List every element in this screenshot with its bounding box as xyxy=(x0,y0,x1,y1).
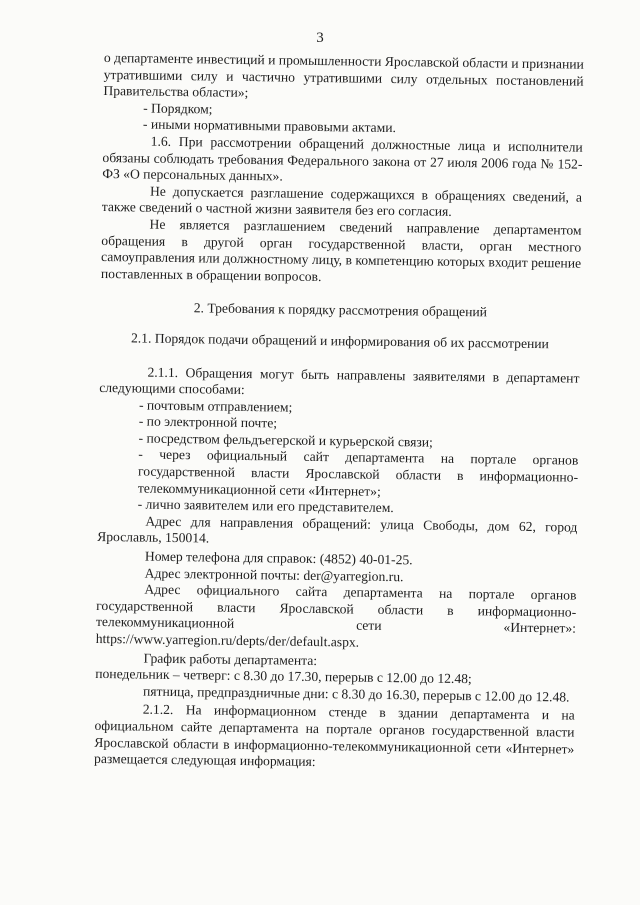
paragraph-address: Адрес для направления обращений: улица Свободы, дом 62, город Ярославль, 150014. xyxy=(97,513,578,546)
list-item-website: - через официальный сайт департамента на портале органов государственной власти Ярославской области в информационно-телекоммуникационной сети «Интернет»; xyxy=(137,446,579,499)
paragraph-continuation: о департаменте инвестиций и промышленности Ярославской области и признании утратившими силу и частично утратившими силу отдельных постановлений Правительства области»; xyxy=(103,50,584,101)
paragraph-email: Адрес электронной почты: der@yarregion.ru. xyxy=(144,565,404,584)
paragraph-schedule-title: График работы департамента: xyxy=(143,650,318,668)
list-item-email: - по электронной почте; xyxy=(138,413,278,431)
list-item-other-acts: - иными нормативными правовыми актами. xyxy=(142,116,397,136)
paragraph-1-6: 1.6. При рассмотрении обращений должностные лица и исполнители обязаны соблюдать требования Федерального закона от 27 июля 2006 года № 152-ФЗ «О персональных данных». xyxy=(102,133,583,184)
paragraph-website: Адрес официального сайта департамента на портале органов государственной власти Ярославской области в информационно-телекоммуникационной сети «Интернет»: https://www.yarregion.ru/depts/der/default.aspx. xyxy=(95,581,577,650)
list-item-post: - почтовым отправлением; xyxy=(138,397,293,415)
paragraph-not-disclosure: Не является разглашением сведений направление департаментом обращения в другой орган государственной власти, орган местного самоуправления или должностному лицу, в компетенцию которых входит решение поставленных в обращении вопросов. xyxy=(100,216,582,284)
paragraph-2-1-2: 2.1.2. На информационном стенде в здании департамента и на официальном сайте департамента на портале органов государственной власти Ярославской области в информационно-телекоммуникационной сети «Интернет» размещается следующая информация: xyxy=(94,701,575,770)
document-body xyxy=(94,50,584,774)
paragraph-schedule-mon-thu: понедельник – четверг: с 8.30 до 17.30, перерыв с 12.00 до 12.48; xyxy=(95,666,472,687)
list-item-courier: - посредством фельдъегерской и курьерской связи; xyxy=(138,430,433,450)
paragraph-schedule-fri: пятница, предпраздничные дни: с 8.30 до 16.30, перерыв с 12.00 до 12.48. xyxy=(142,683,570,705)
paragraph-2-1-1: 2.1.1. Обращения могут быть направлены заявителями в департамент следующими способами: xyxy=(99,364,580,398)
paragraph-disclosure-ban: Не допускается разглашение содержащихся в обращениях сведений, а также сведений о частной жизни заявителя без его согласия. xyxy=(101,183,583,220)
paragraph-phone: Номер телефона для справок: (4852) 40-01-25. xyxy=(144,548,413,568)
list-item-order: - Порядком; xyxy=(143,100,213,117)
list-item-in-person: - лично заявителем или его представителем. xyxy=(137,496,394,516)
page-number: 3 xyxy=(316,30,324,46)
section-heading-2: 2. Требования к порядку рассмотрения обращений xyxy=(193,300,488,320)
subsection-heading-2-1: 2.1. Порядок подачи обращений и информирования об их рассмотрении xyxy=(130,330,549,352)
